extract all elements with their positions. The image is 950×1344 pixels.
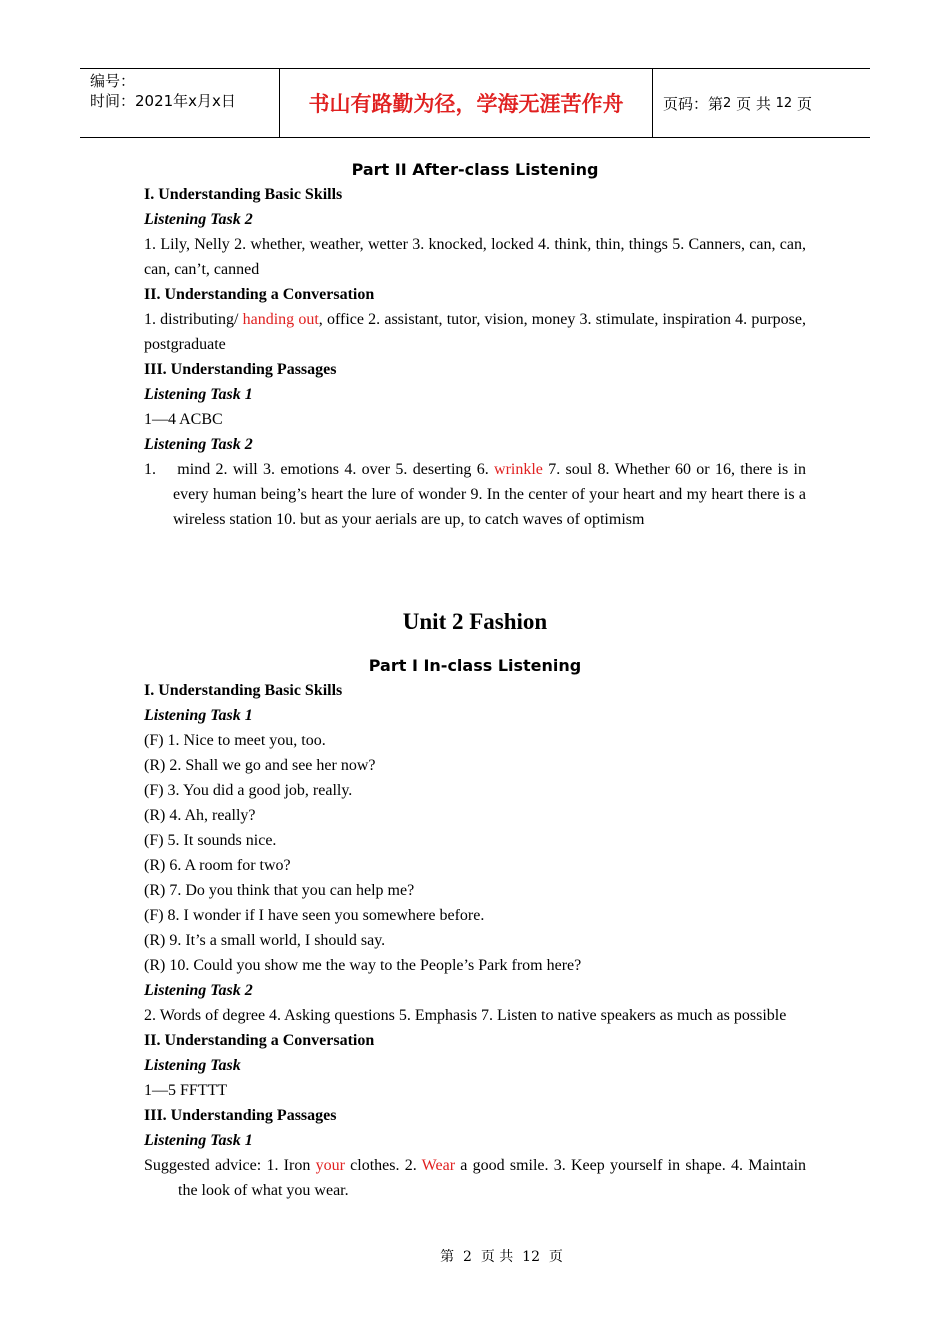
conv-text-red: handing out <box>242 311 319 328</box>
list-item: (F) 1. Nice to meet you, too. <box>144 732 326 749</box>
part2-passage-task1-heading: Listening Task 1 <box>144 386 253 403</box>
footer-page-number <box>440 1249 563 1265</box>
footer-num: 2 <box>462 1249 472 1265</box>
list-item: (F) 5. It sounds nice. <box>144 832 277 849</box>
unit-title: Unit 2 Fashion <box>402 609 548 634</box>
part2-passage-task1-answers: 1—4 ACBC <box>144 411 223 428</box>
footer-c: 页 <box>548 1249 563 1265</box>
part1-title: Part I In-class Listening <box>368 656 582 675</box>
unit2-task2-heading: Listening Task 2 <box>144 982 253 999</box>
footer-b: 页 共 <box>480 1249 514 1265</box>
unit2-conversation-task-heading: Listening Task <box>144 1057 241 1074</box>
list-item: (R) 9. It’s a small world, I should say. <box>144 932 386 949</box>
page-num: 2 <box>723 95 732 111</box>
advice-b: clothes. 2. <box>344 1157 422 1174</box>
passage-num: 1. <box>144 461 156 478</box>
footer-a: 第 <box>440 1249 455 1265</box>
list-item: (R) 7. Do you think that you can help me? <box>144 882 415 899</box>
spacer <box>144 637 806 653</box>
part2-section1-title: I. Understanding Basic Skills <box>144 186 343 203</box>
unit2-task1-heading: Listening Task 1 <box>144 707 253 724</box>
list-item: (R) 10. Could you show me the way to the People’s Park from here? <box>144 957 582 974</box>
footer-total: 12 <box>522 1249 540 1265</box>
part2-section3-title: III. Understanding Passages <box>144 361 337 378</box>
page-mid: 页 共 <box>736 94 771 113</box>
page-prefix: 页码：第 <box>663 94 724 113</box>
part2-section2-title: II. Understanding a Conversation <box>144 286 375 303</box>
part2-passage-task2-answers <box>144 457 806 532</box>
advice-a: Suggested advice: 1. Iron <box>144 1157 316 1174</box>
page-footer <box>0 1246 950 1266</box>
unit2-conversation-answers: 1—5 FFTTT <box>144 1082 228 1099</box>
advice-c: a good smile. 3. Keep yourself in shape. 4. Maintain the look of what you wear. <box>178 1157 807 1199</box>
document-body <box>144 157 806 1203</box>
passage-text-b: 7. soul 8. Whether 60 or 16, there is in every human being’s heart the lure of wonder 9. In the center of your heart and my heart there is a wireless station 10. but as your aerials are up, to catch waves of optimism <box>173 461 806 528</box>
part2-task2-answers: 1. Lily, Nelly 2. whether, weather, wetter 3. knocked, locked 4. think, thin, things 5. Canners, can, can, can, can’t, canned <box>144 236 806 278</box>
header-page-number <box>653 69 870 137</box>
passage-text-a: mind 2. will 3. emotions 4. over 5. deserting 6. <box>177 461 495 478</box>
list-item: (F) 3. You did a good job, really. <box>144 782 353 799</box>
page-header <box>80 68 870 138</box>
unit2-passage-task1-heading: Listening Task 1 <box>144 1132 253 1149</box>
part2-passage-task2-heading: Listening Task 2 <box>144 436 253 453</box>
advice-red1: your <box>315 1157 345 1174</box>
conv-text-a: 1. distributing/ <box>144 311 243 328</box>
time-label: 时间：2021年x月x日 <box>90 92 236 110</box>
header-meta <box>80 69 280 137</box>
page-suffix: 页 <box>796 94 812 113</box>
list-item: (R) 6. A room for two? <box>144 857 291 874</box>
spacer <box>144 532 806 607</box>
unit2-section1-title: I. Understanding Basic Skills <box>144 682 343 699</box>
unit2-section2-title: II. Understanding a Conversation <box>144 1032 375 1049</box>
page-total: 12 <box>775 95 793 111</box>
unit2-task2-answers: 2. Words of degree 4. Asking questions 5. Emphasis 7. Listen to native speakers as much as possible <box>144 1007 787 1024</box>
part2-task2-heading: Listening Task 2 <box>144 211 253 228</box>
header-motto: 书山有路勤为径，学海无涯苦作舟 <box>280 69 653 137</box>
unit2-advice <box>144 1153 806 1203</box>
list-item: (R) 4. Ah, really? <box>144 807 256 824</box>
list-item: (R) 2. Shall we go and see her now? <box>144 757 376 774</box>
unit2-section3-title: III. Understanding Passages <box>144 1107 337 1124</box>
part2-title: Part II After-class Listening <box>351 160 599 179</box>
list-item: (F) 8. I wonder if I have seen you somewhere before. <box>144 907 485 924</box>
passage-text-red: wrinkle <box>494 461 543 478</box>
number-label: 编号： <box>90 72 136 90</box>
conv-text-b: , office 2. assistant, tutor, vision, money 3. stimulate, inspiration 4. purpose, postgraduate <box>144 311 806 353</box>
advice-red2: Wear <box>421 1157 456 1174</box>
part2-conversation-answers <box>144 307 806 357</box>
